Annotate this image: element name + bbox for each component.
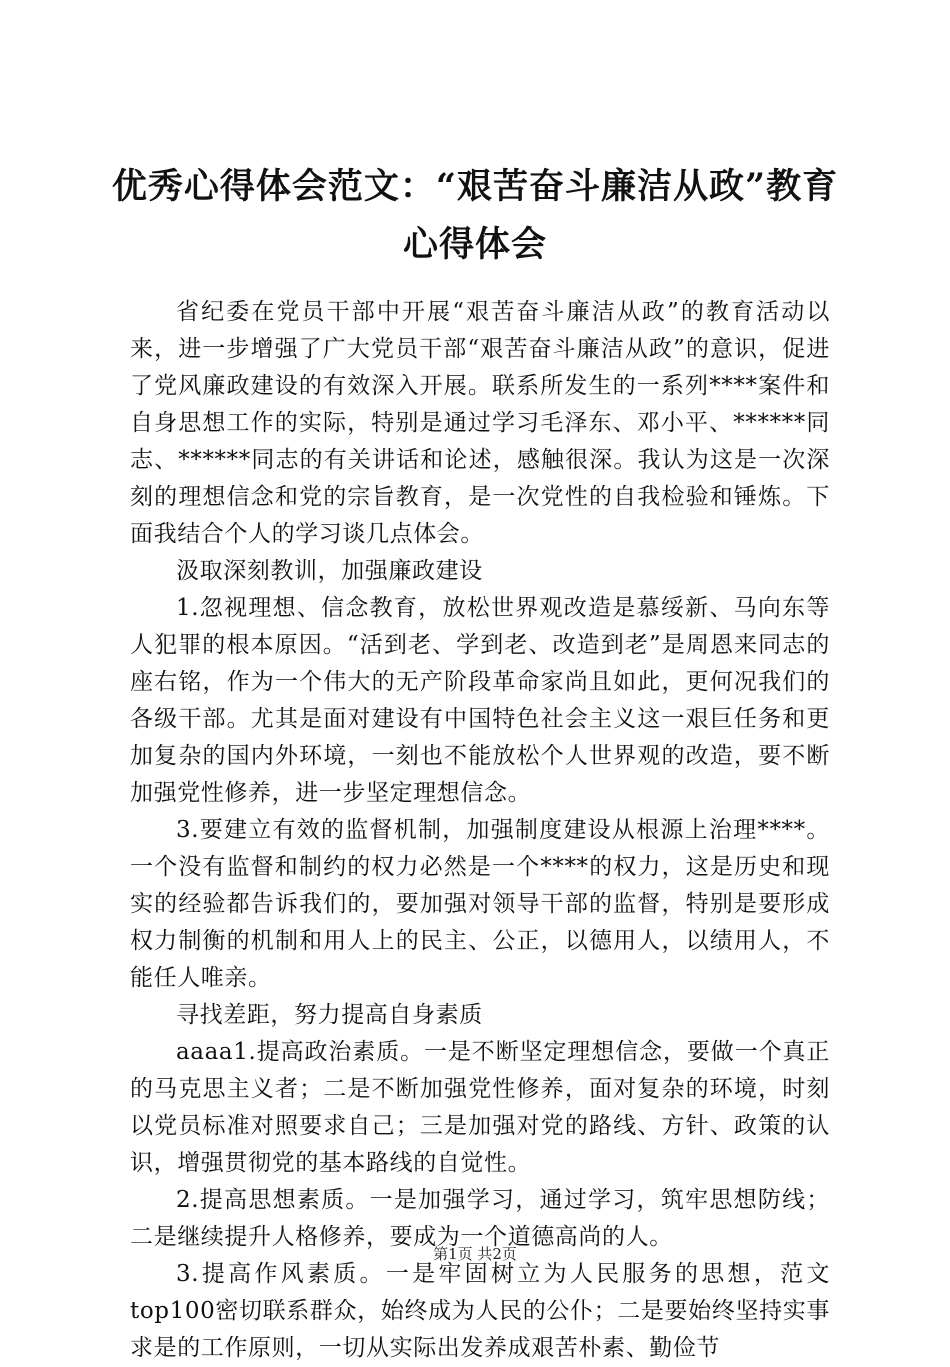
paragraph-intro: 省纪委在党员干部中开展“艰苦奋斗廉洁从政”的教育活动以来，进一步增强了广大党员干部“艰苦奋斗廉洁从政”的意识，促进了党风廉政建设的有效深入开展。联系所发生的一系列****案件和自身思想工作的实际，特别是通过学习毛泽东、邓小平、******同志、******同志的有关讲话和论述，感触很深。我认为这是一次深刻的理想信念和党的宗旨教育，是一次党性的自我检验和锤炼。下面我结合个人的学习谈几点体会。 xyxy=(130,299,830,547)
paragraph-point-3: 3.要建立有效的监督机制，加强制度建设从根源上治理****。一个没有监督和制约的权力必然是一个****的权力，这是历史和现实的经验都告诉我们的，要加强对领导干部的监督，特别是要形成权力制衡的机制和用人上的民主、公正，以德用人，以绩用人，不能任人唯亲。 xyxy=(130,817,830,991)
document-title: 优秀心得体会范文：“艰苦奋斗廉洁从政”教育心得体会 xyxy=(111,166,839,265)
section-heading-lessons: 汲取深刻教训，加强廉政建设 xyxy=(176,558,483,584)
paragraph-point-1: 1.忽视理想、信念教育，放松世界观改造是慕绥新、马向东等人犯罪的根本原因。“活到老、学到老、改造到老”是周恩来同志的座右铭，作为一个伟大的无产阶段革命家尚且如此，更何况我们的各级干部。尤其是面对建设有中国特色社会主义这一艰巨任务和更加复杂的国内外环境，一刻也不能放松个人世界观的改造，要不断加强党性修养，进一步坚定理想信念。 xyxy=(130,595,830,806)
section-heading-improvement: 寻找差距，努力提高自身素质 xyxy=(176,1002,483,1028)
paragraph-ideological-quality: 2.提高思想素质。一是加强学习，通过学习，筑牢思想防线；二是继续提升人格修养，要成为一个道德高尚的人。 xyxy=(130,1187,830,1250)
paragraph-political-quality: aaaa1.提高政治素质。一是不断坚定理想信念，要做一个真正的马克思主义者；二是不断加强党性修养，面对复杂的环境，时刻以党员标准对照要求自己；三是加强对党的路线、方针、政策的认识，增强贯彻党的基本路线的自觉性。 xyxy=(130,1039,830,1176)
document-body xyxy=(130,294,830,1367)
page-number-footer: 第1页 共2页 xyxy=(433,1245,517,1263)
paragraph-work-style-quality: 3.提高作风素质。一是牢固树立为人民服务的思想，范文top100密切联系群众，始终成为人民的公仆；二是要始终坚持实事求是的工作原则，一切从实际出发养成艰苦朴素、勤俭节 xyxy=(130,1261,830,1361)
